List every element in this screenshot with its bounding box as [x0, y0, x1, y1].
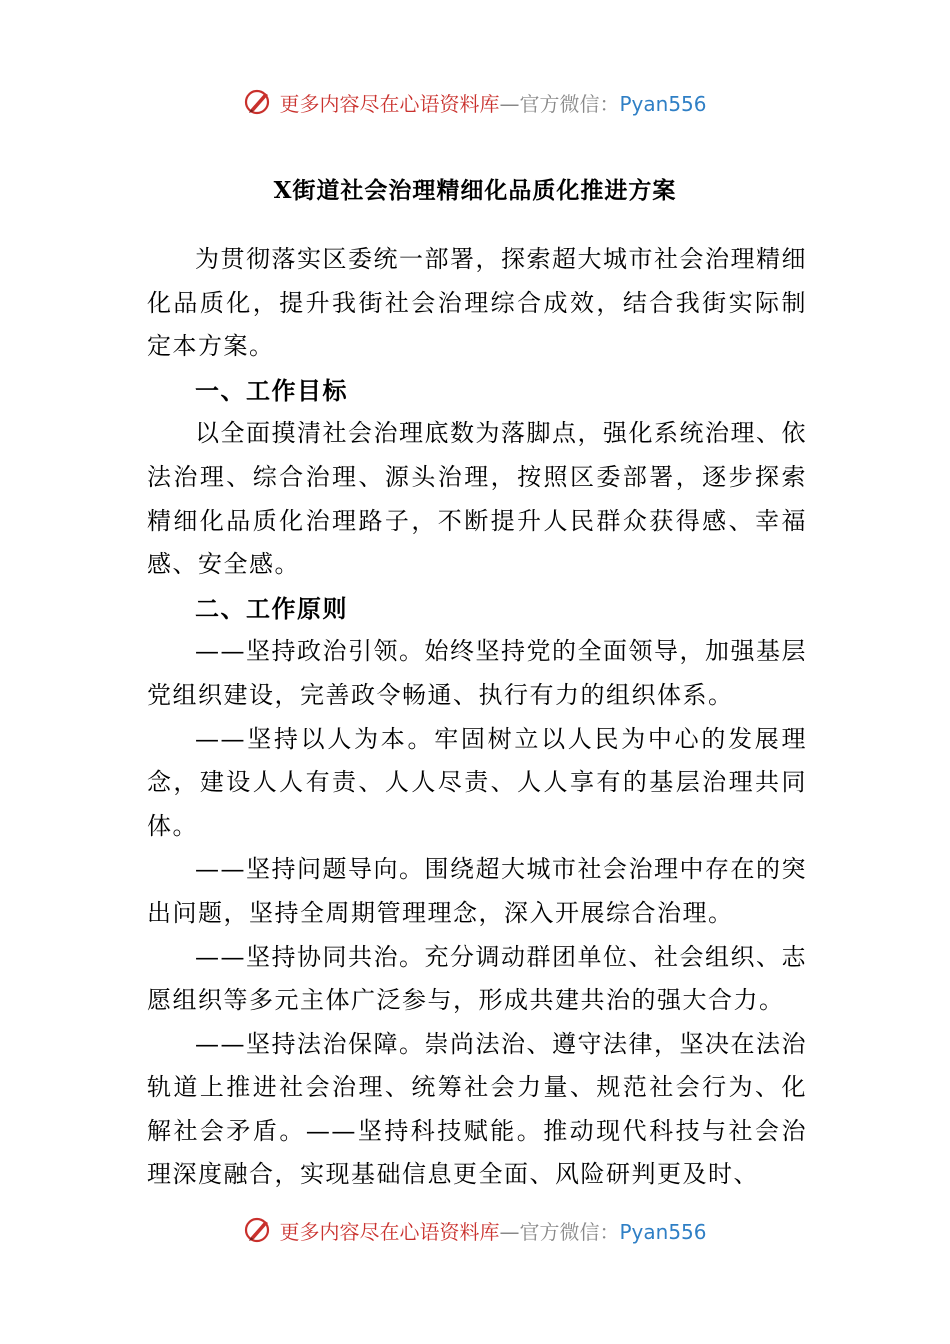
- principle-paragraph: ——坚持政治引领。始终坚持党的全面领导，加强基层党组织建设，完善政令畅通、执行有力的组织体系。: [147, 637, 807, 709]
- principle-paragraph: ——坚持以人为本。牢固树立以人民为中心的发展理念，建设人人有责、人人尽责、人人享有的基层治理共同体。: [147, 724, 807, 840]
- goals-paragraph: 以全面摸清社会治理底数为落脚点，强化系统治理、依法治理、综合治理、源头治理，按照区委部署，逐步探索精细化品质化治理路子，不断提升人民群众获得感、幸福感、安全感。: [147, 419, 807, 579]
- watermark-text: [279, 88, 706, 117]
- watermark-site: 更多内容尽在心语资料库: [279, 1219, 500, 1244]
- pen-logo-icon: [243, 1215, 273, 1245]
- intro-paragraph: 为贯彻落实区委统一部署，探索超大城市社会治理精细化品质化，提升我街社会治理综合成效，结合我街实际制定本方案。: [147, 245, 807, 361]
- watermark-dash: —: [499, 91, 520, 116]
- watermark-wechat-label: 官方微信：: [519, 91, 620, 116]
- watermark-banner-bottom: [0, 1210, 950, 1250]
- watermark-site: 更多内容尽在心语资料库: [279, 91, 500, 116]
- watermark-banner-top: [0, 82, 950, 122]
- pen-logo-icon: [243, 87, 273, 117]
- watermark-wechat-id: Pyan556: [619, 1219, 707, 1244]
- principle-paragraph: ——坚持法治保障。崇尚法治、遵守法律，坚决在法治轨道上推进社会治理、统筹社会力量、规范社会行为、化解社会矛盾。——坚持科技赋能。推动现代科技与社会治理深度融合，实现基础信息更全面、风险研判更及时、: [147, 1029, 807, 1189]
- document-body: [147, 238, 807, 1197]
- section-heading-goals: 一、工作目标: [195, 375, 348, 405]
- watermark-wechat-label: 官方微信：: [519, 1219, 620, 1244]
- document-title: X街道社会治理精细化品质化推进方案: [273, 177, 677, 204]
- principle-paragraph: ——坚持协同共治。充分调动群团单位、社会组织、志愿组织等多元主体广泛参与，形成共建共治的强大合力。: [147, 942, 807, 1015]
- watermark-text: [279, 1216, 706, 1245]
- section-heading-principles: 二、工作原则: [195, 593, 348, 623]
- principle-paragraph: ——坚持问题导向。围绕超大城市社会治理中存在的突出问题，坚持全周期管理理念，深入开展综合治理。: [147, 855, 807, 927]
- watermark-dash: —: [499, 1219, 520, 1244]
- watermark-wechat-id: Pyan556: [619, 91, 707, 116]
